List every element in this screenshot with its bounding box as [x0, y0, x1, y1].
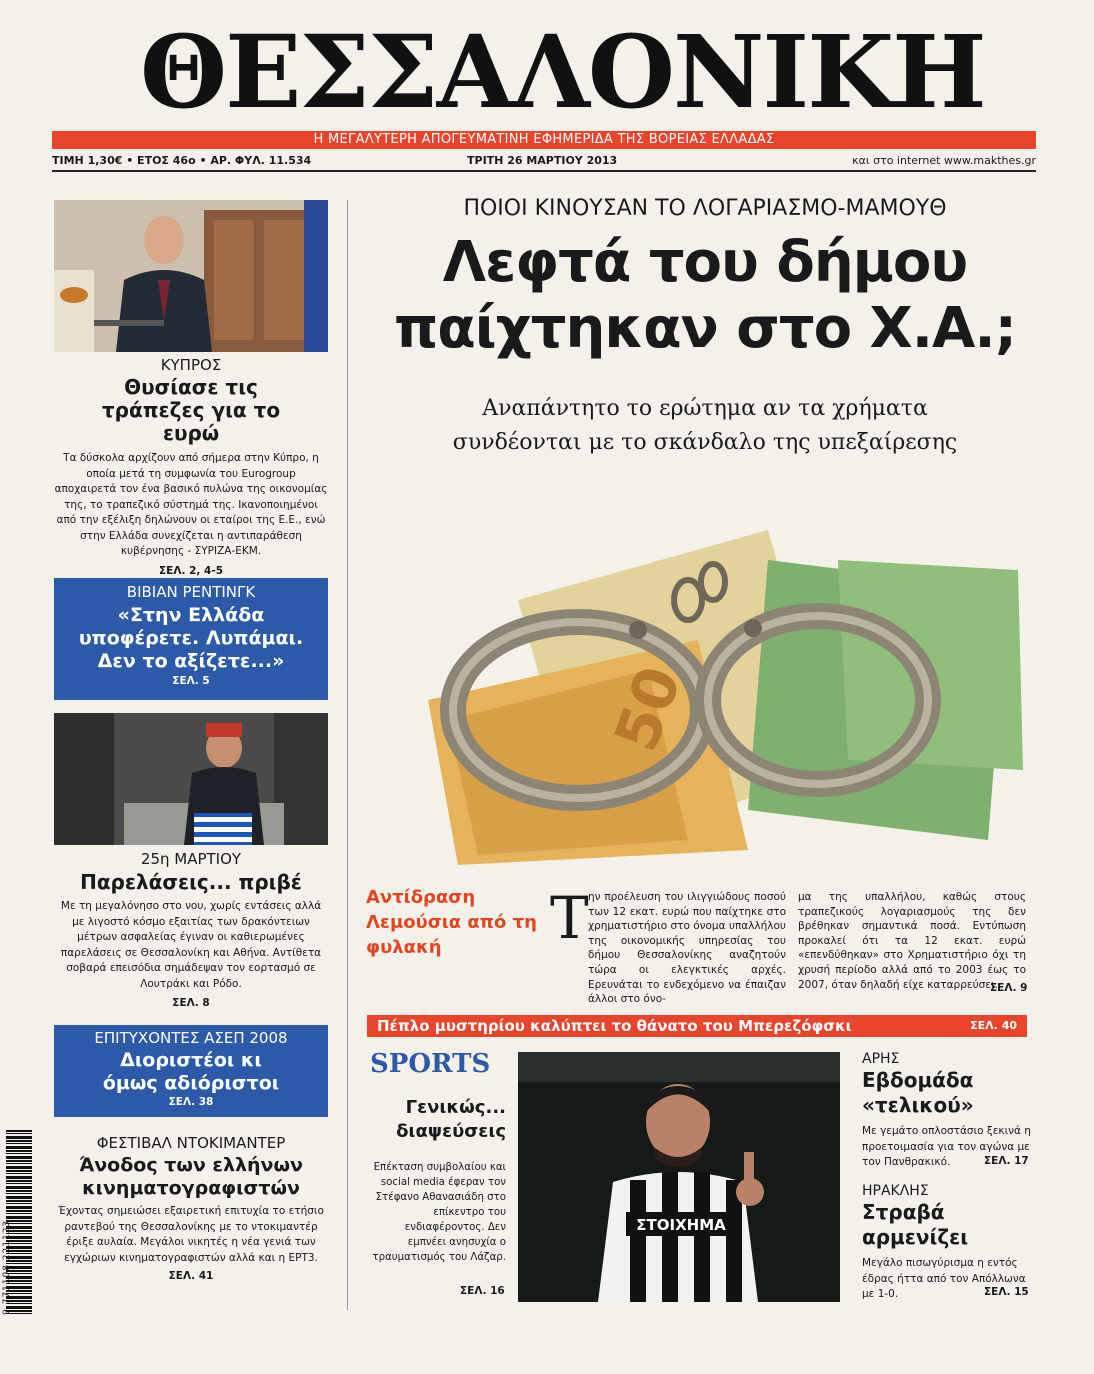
issue-date: ΤΡΙΤΗ 26 ΜΑΡΤΙΟΥ 2013 — [467, 154, 618, 167]
aris-page-ref[interactable]: ΣΕΛ. 17 — [984, 1155, 1029, 1167]
cyprus-photo — [54, 200, 328, 352]
reding-kicker: ΒΙΒΙΑΝ ΡΕΝΤΙΝΓΚ — [126, 583, 256, 601]
cyprus-kicker: ΚΥΠΡΟΣ — [160, 356, 222, 374]
sports-headline[interactable]: Γενικώς... διαψεύσεις — [396, 1097, 506, 1142]
aris-kicker: ΑΡΗΣ — [862, 1051, 900, 1067]
shirt-sponsor: ΣΤΟΙΧΗΜΑ — [636, 1216, 726, 1234]
berezovsky-page-ref: ΣΕΛ. 40 — [970, 1019, 1017, 1032]
price-info: ΤΙΜΗ 1,30€ • ΕΤΟΣ 46ο • ΑΡ. ΦΥΛ. 11.534 — [52, 154, 312, 167]
berezovsky-headline: Πέπλο μυστηρίου καλύπτει το θάνατο του Μπερεζόφσκι — [377, 1017, 852, 1035]
asep-kicker: ΕΠΙΤΥΧΟΝΤΕΣ ΑΣΕΠ 2008 — [94, 1029, 288, 1047]
festival-story[interactable] — [54, 1134, 328, 1282]
sports-body: Επέκταση συμβολαίου και social media έφεραν τον Στέφανο Αθανασιάδη στο επίκεντρο του ενδιαφέροντος. Δεν εμπνέει ανησυχία ο τραυματισμός του Λάζαρ. — [372, 1162, 506, 1263]
article-column-2: μα της υπαλλήλου, καθώς στους τραπεζικούς λογαριασμούς της δεν βρέθηκαν σημαντικά ποσά. Εντύπωση προκαλεί ότι τα 12 εκατ. ευρώ «επενδύθηκαν» στο Χρηματιστήριο όχι τη χρυσή περίοδο αλλά από το 2003 έως το 2007, όταν δηλαδή είχε καταρρεύσει. — [798, 891, 1026, 991]
footballer-illustration — [518, 1052, 840, 1302]
festival-kicker: ΦΕΣΤΙΒΑΛ ΝΤΟΚΙΜΑΝΤΕΡ — [96, 1134, 286, 1152]
parade-photo-illustration — [54, 713, 328, 845]
cyprus-story[interactable] — [54, 356, 328, 577]
svg-text:50: 50 — [601, 657, 696, 761]
reding-headline[interactable]: «Στην Ελλάδα υποφέρετε. Λυπάμαι. Δεν το αξίζετε...» — [78, 604, 304, 672]
main-top-title: ΠΟΙΟΙ ΚΙΝΟΥΣΑΝ ΤΟ ΛΟΓΑΡΙΑΣΜΟ-ΜΑΜΟΥΘ — [463, 196, 947, 221]
column-divider — [347, 200, 348, 1310]
main-subhead-line1: Αναπάντητο το ερώτημα αν τα χρήματα — [482, 396, 928, 421]
iraklis-body: Μεγάλο πισωγύρισμα η εντός έδρας ήττα από τον Απόλλωνα με 1-0. — [862, 1257, 1026, 1300]
cyprus-page-ref[interactable]: ΣΕΛ. 2, 4-5 — [158, 564, 224, 577]
iraklis-page-ref[interactable]: ΣΕΛ. 15 — [984, 1286, 1029, 1298]
masthead-title: ΘΕΣΣΑΛΟΝΙΚΗ — [140, 13, 985, 131]
parade-headline[interactable]: Παρελάσεις... πριβέ — [80, 870, 302, 894]
asep-page-ref[interactable]: ΣΕΛ. 38 — [168, 1096, 214, 1108]
parade-photo — [54, 713, 328, 845]
article-column-1: ην προέλευση του ιλιγγιώδους ποσού των 12 εκατ. ευρώ που παίχτηκε στο χρηματιστήριο στο όνομα υπαλλήλου της οικονομικής υπηρεσίας του δήμου Θεσσαλονίκης αναζητούν τώρα οι ελεγκτικές αρχές. Ερευνάται το ενδεχόμενο να έπαιζαν άλλοι στο όνο- — [588, 891, 786, 1006]
iraklis-kicker: ΗΡΑΚΛΗΣ — [862, 1183, 929, 1199]
reding-page-ref[interactable]: ΣΕΛ. 5 — [172, 675, 210, 687]
masthead-tagline: Η ΜΕΓΑΛΥΤΕΡΗ ΑΠΟΓΕΥΜΑΤΙΝΗ ΕΦΗΜΕΡΙΔΑ ΤΗΣ ΒΟΡΕΙΑΣ ΕΛΛΑΔΑΣ — [52, 131, 1036, 149]
aris-body: Με γεμάτο οπλοστάσιο ξεκινά η προετοιμασία για τον αγώνα με τον Πανθρακικό. — [862, 1125, 1031, 1168]
cyprus-headline[interactable]: Θυσίασε τις τράπεζες για το ευρώ — [101, 375, 281, 445]
cyprus-body: Τα δύσκολα αρχίζουν από σήμερα στην Κύπρο, η οποία μετά τη συμφωνία του Eurogroup αποχαιρετά τον ένα βασικό πυλώνα της οικονομίας της, το τραπεζικό σύστημά της. Ικανοποιημένοι από την εξέλιξη δηλώνουν οι εταίροι της Ε.Ε., ενώ στην Ελλάδα συνεχίζεται η αντιπαράθεση κυβέρνησης - ΣΥΡΙΖΑ-ΕΚΜ. — [54, 452, 328, 557]
iraklis-story[interactable] — [862, 1182, 1032, 1303]
main-subhead-line2: συνδέονται με το σκάνδαλο της υπεξαίρεσης — [452, 430, 958, 455]
sports-page-ref[interactable]: ΣΕΛ. 16 — [460, 1285, 505, 1297]
parade-body: Με τη μεγαλόνησο στο νου, χωρίς εντάσεις αλλά με λιγοστό κόσμο εξαιτίας των δρακόντειων μέτρων ασφαλείας έγιναν οι καθιερωμένες παρελάσεις σε Θεσσαλονίκη και Αθήνα. Αντίθετα σοβαρά επεισόδια σημάδεψαν τον εορτασμό σε Λουτράκι και Ρόδο. — [60, 900, 322, 990]
main-subhead — [355, 392, 1055, 460]
festival-body: Έχοντας σημειώσει εξαιρετική επιτυχία το ετήσιο ραντεβού της Θεσσαλονίκης με το ντοκιμαντέρ έριξε αυλαία. Μεγάλοι νικητές η νέα γενιά των εγχώριων κινηματογραφιστών αλλά και η ΕΡΤ3. — [58, 1205, 324, 1264]
asep-headline[interactable]: Διοριστέοι κι όμως αδιόριστοι — [102, 1049, 280, 1094]
iraklis-headline[interactable]: Στραβά αρμενίζει — [862, 1200, 969, 1249]
article-dropcap: Τ — [550, 884, 589, 952]
info-bar — [52, 152, 1036, 172]
handcuffs-money-illustration — [368, 520, 1028, 875]
internet-link[interactable]: και στο internet www.makthes.gr — [852, 154, 1036, 167]
festival-headline[interactable]: Άνοδος των ελλήνων κινηματογραφιστών — [79, 1154, 303, 1199]
main-headline-line2: παίχτηκαν στο Χ.Α.; — [394, 296, 1016, 361]
aris-story[interactable] — [862, 1050, 1032, 1171]
berezovsky-bar[interactable] — [367, 1015, 1027, 1037]
cyprus-photo-illustration — [54, 200, 328, 352]
festival-page-ref[interactable]: ΣΕΛ. 41 — [168, 1270, 214, 1282]
sports-logo: SPORTS — [370, 1049, 491, 1079]
main-headline[interactable] — [355, 230, 1055, 362]
footballer-photo — [518, 1052, 840, 1302]
barcode-number: 9 771108 221123 — [2, 1219, 12, 1315]
handcuffs-money-photo — [368, 520, 1028, 875]
parade-page-ref[interactable]: ΣΕΛ. 8 — [172, 997, 210, 1009]
asep-box[interactable] — [54, 1025, 328, 1117]
parade-kicker: 25η ΜΑΡΤΙΟΥ — [140, 850, 242, 868]
article-page-ref[interactable]: ΣΕΛ. 9 — [990, 982, 1028, 994]
parade-story[interactable] — [54, 850, 328, 1009]
main-headline-line1: Λεφτά του δήμου — [442, 230, 968, 295]
aris-headline[interactable]: Εβδομάδα «τελικού» — [862, 1068, 974, 1117]
reding-box[interactable] — [54, 578, 328, 700]
lemousia-red-title[interactable]: Αντίδραση Λεμούσια από τη φυλακή — [366, 887, 537, 958]
